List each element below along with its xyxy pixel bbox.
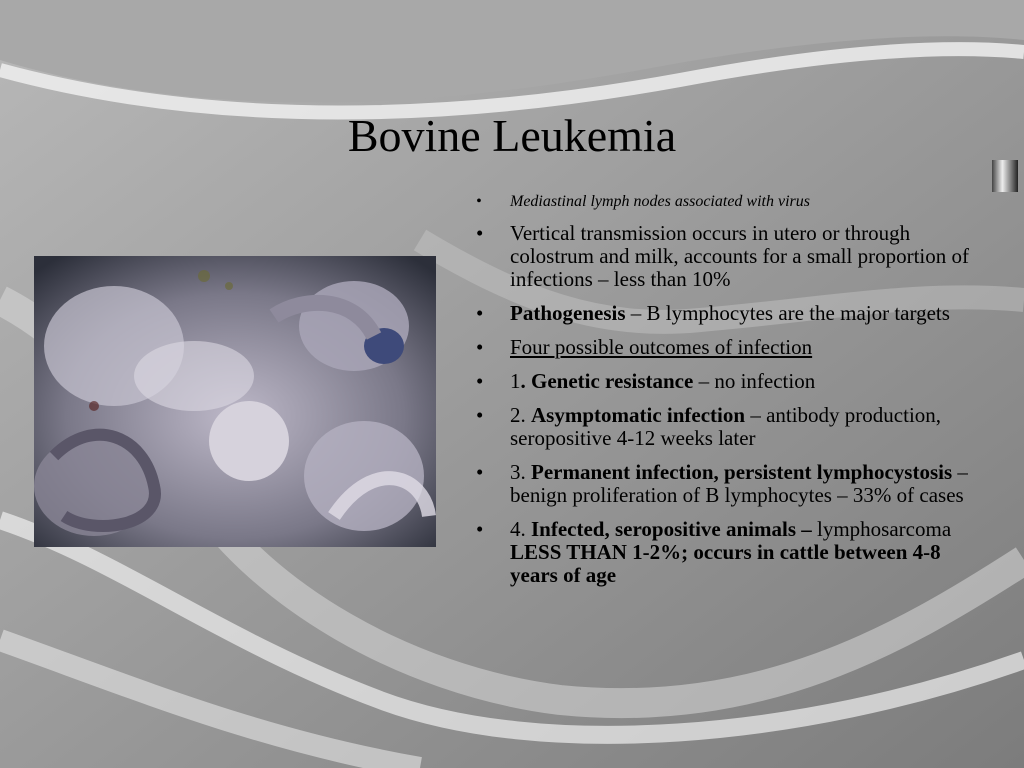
list-item: • Mediastinal lymph nodes associated with virus: [476, 193, 810, 210]
list-item: • 2. Asymptomatic infection – antibody production, seropositive 4-12 weeks later: [476, 403, 942, 450]
slide-title: Bovine Leukemia: [347, 110, 677, 161]
list-item: • Vertical transmission occurs in utero or through colostrum and milk, accounts for a small proportion of infections – less than 10%: [476, 221, 969, 291]
list-item: • 1. Genetic resistance – no infection: [476, 369, 816, 393]
edge-tab-decoration: [992, 160, 1018, 192]
specimen-photo: [34, 256, 436, 547]
list-item: • 3. Permanent infection, persistent lymphocystosis – benign proliferation of B lymphocytes – 33% of cases: [476, 460, 968, 507]
bullet-list: [470, 192, 990, 598]
specimen-photo-image: [34, 256, 436, 547]
list-item: • 4. Infected, seropositive animals – lymphosarcoma LESS THAN 1-2%; occurs in cattle between 4-8 years of age: [476, 517, 952, 587]
list-item: • Pathogenesis – B lymphocytes are the major targets: [476, 301, 950, 325]
list-item: • Four possible outcomes of infection: [476, 335, 813, 359]
